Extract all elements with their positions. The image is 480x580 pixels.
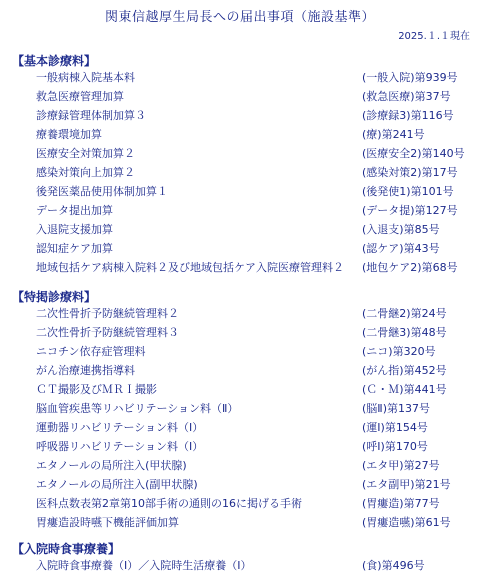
list-item [0,556,480,575]
list-item [0,220,480,239]
list-item [0,125,480,144]
section-heading: 【特掲診療料】 [12,290,97,304]
section-heading: 【入院時食事療養】 [12,542,121,556]
list-item [0,399,480,418]
item-code: (食)第496号 [362,559,425,572]
item-name: 呼吸器リハビリテーション料（Ⅰ） [36,440,204,453]
item-name: エタノールの局所注入(副甲状腺) [36,478,198,491]
item-code: (ニコ)第320号 [362,345,436,358]
item-code: (エタ甲)第27号 [362,459,440,472]
item-code: (がん指)第452号 [362,364,447,377]
list-item [0,513,480,532]
item-name: ニコチン依存症管理料 [36,345,146,358]
list-item [0,456,480,475]
item-name: 診療録管理体制加算３ [36,109,146,122]
list-item [0,304,480,323]
item-code: (医療安全2)第140号 [362,147,465,160]
list-item [0,144,480,163]
section-heading: 【基本診療料】 [12,54,97,68]
item-name: 救急医療管理加算 [36,90,124,103]
list-item [0,106,480,125]
item-name: 療養環境加算 [36,128,102,141]
list-item [0,475,480,494]
list-item [0,163,480,182]
item-code: (呼Ⅰ)第170号 [362,440,428,453]
as-of-date: 2025.１.１現在 [398,31,470,42]
item-name: 二次性骨折予防継続管理料３ [36,326,179,339]
item-name: 一般病棟入院基本料 [36,71,135,84]
item-code: (一般入院)第939号 [362,71,458,84]
item-name: 後発医薬品使用体制加算１ [36,185,168,198]
item-name: 医科点数表第2章第10部手術の通則の16に掲げる手術 [36,497,302,510]
item-name: 認知症ケア加算 [36,242,113,255]
item-name: エタノールの局所注入(甲状腺) [36,459,187,472]
list-item [0,380,480,399]
item-name: 脳血管疾患等リハビリテーション料（Ⅱ） [36,402,239,415]
item-name: がん治療連携指導料 [36,364,135,377]
item-code: (療)第241号 [362,128,425,141]
item-name: 感染対策向上加算２ [36,166,135,179]
item-code: (二骨継3)第48号 [362,326,447,339]
item-name: 胃瘻造設時嚥下機能評価加算 [36,516,179,529]
item-code: (運Ⅰ)第154号 [362,421,428,434]
item-code: (Ｃ・Ｍ)第441号 [362,383,447,396]
item-code: (診療録3)第116号 [362,109,454,122]
item-code: (感染対策2)第17号 [362,166,458,179]
list-item [0,68,480,87]
item-code: (二骨継2)第24号 [362,307,447,320]
list-item [0,182,480,201]
item-code: (脳Ⅱ)第137号 [362,402,430,415]
item-code: (胃瘻造)第77号 [362,497,440,510]
list-item [0,361,480,380]
item-name: 運動器リハビリテーション料（Ⅰ） [36,421,204,434]
item-code: (救急医療)第37号 [362,90,451,103]
list-item [0,258,480,277]
list-item [0,437,480,456]
list-item [0,87,480,106]
list-item [0,494,480,513]
item-code: (データ提)第127号 [362,204,458,217]
item-code: (後発使1)第101号 [362,185,454,198]
item-code: (入退支)第85号 [362,223,440,236]
item-name: 二次性骨折予防継続管理料２ [36,307,179,320]
item-name: 地域包括ケア病棟入院料２及び地域包括ケア入院医療管理料２ [36,261,344,274]
item-code: (エタ副甲)第21号 [362,478,451,491]
item-name: 医療安全対策加算２ [36,147,135,160]
item-code: (胃瘻造嚥)第61号 [362,516,451,529]
item-name: データ提出加算 [36,204,113,217]
list-item [0,239,480,258]
item-code: (地包ケア2)第68号 [362,261,458,274]
list-item [0,323,480,342]
item-name: 入退院支援加算 [36,223,113,236]
list-item [0,418,480,437]
item-name: 入院時食事療養（Ⅰ）／入院時生活療養（Ⅰ） [36,559,252,572]
item-code: (認ケア)第43号 [362,242,440,255]
page-title: 関東信越厚生局長への届出事項（施設基準） [104,10,375,25]
item-name: ＣＴ撮影及びＭＲＩ撮影 [36,383,157,396]
list-item [0,342,480,361]
list-item [0,201,480,220]
